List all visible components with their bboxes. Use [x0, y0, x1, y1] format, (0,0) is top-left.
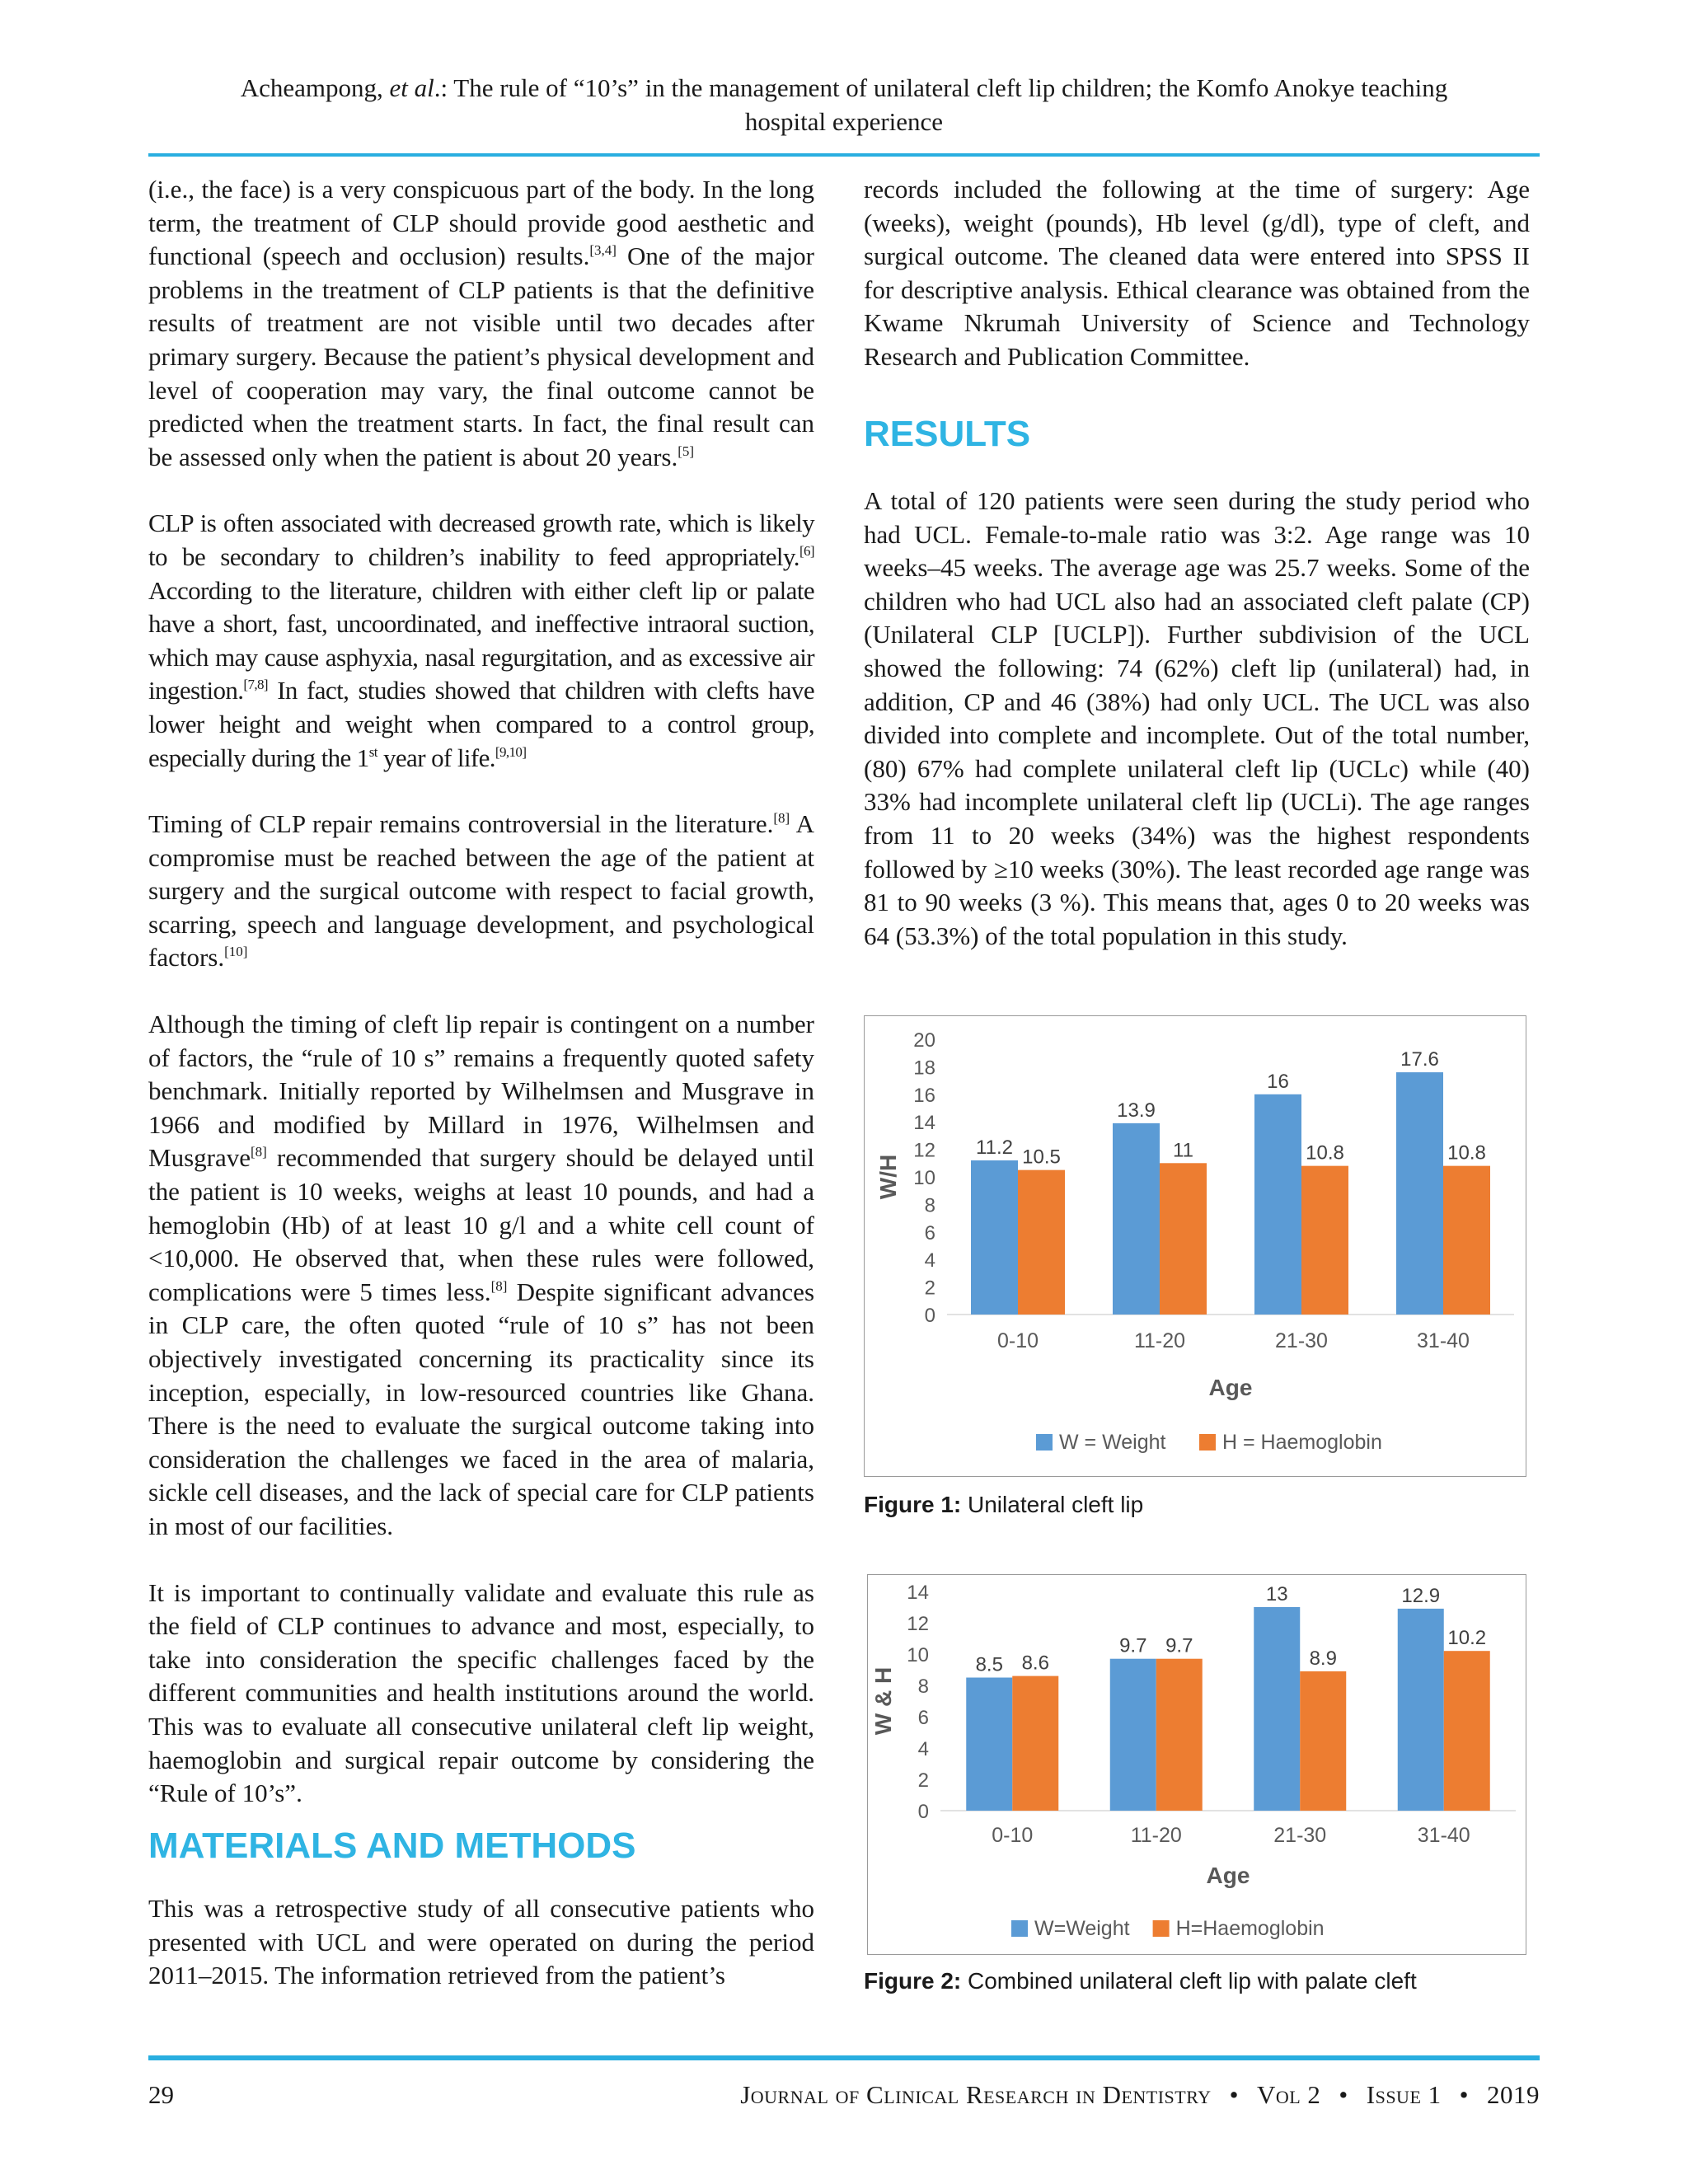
x-tick-label: 31-40	[1417, 1824, 1470, 1847]
x-tick-label: 21-30	[1275, 1329, 1328, 1352]
x-tick-label: 0-10	[992, 1824, 1034, 1847]
citation: [3,4]	[589, 242, 617, 259]
x-axis-title: Age	[1206, 1863, 1250, 1888]
y-axis-title: W & H	[870, 1666, 896, 1736]
data-label: 17.6	[1400, 1048, 1439, 1071]
citation: [5]	[678, 443, 695, 459]
figure-1-chart	[864, 1015, 1526, 1477]
figure-2-svg	[868, 1575, 1526, 1954]
text: One of the major problems in the treatment of CLP patients is that the definitive results of treatment are not visible until two decades after primary surgery. Because the patient’s physical development and level of cooperation may vary, the final outcome cannot be predicted when the treatment starts. In fact, the final result can be assessed only when the patient is about 20 years.	[148, 241, 814, 471]
section-heading-methods: MATERIALS AND METHODS	[148, 1825, 636, 1866]
bar-weight	[1254, 1094, 1301, 1315]
bar-weight	[1113, 1123, 1160, 1315]
header-rule	[148, 153, 1540, 157]
data-label: 8.6	[1021, 1652, 1049, 1675]
citation: [7,8]	[243, 677, 268, 693]
legend-label: H=Haemoglobin	[1175, 1917, 1325, 1940]
paragraph: A total of 120 patients were seen during the study period who had UCL. Female-to-male ratio was 3:2. Age range was 10 weeks–45 weeks. The average age was 25.7 weeks. Some of the children who had UCL also had an associated cleft palate (CP) (Unilateral CLP [UCLP]). Further subdivision of the UCL showed the following: 74 (62%) cleft lip (unilateral) had, in addition, CP and 46 (38%) had only UCL. The UCL was also divided into complete and incomplete. Out of the total number, (80) 67% had complete unilateral cleft lip (UCLc) while (40) 33% had incomplete unilateral cleft lip (UCLi). The age ranges from 11 to 20 weeks (34%) was the highest respondents followed by ≥10 weeks (30%). The least recorded age range was 81 to 90 weeks (3 %). This means that, ages 0 to 20 weeks was 64 (53.3%) of the total population in this study.	[864, 486, 1530, 950]
bar-haemoglobin	[1444, 1651, 1490, 1811]
citation: [8]	[250, 1144, 267, 1160]
data-label: 8.5	[975, 1653, 1003, 1676]
header-authors: Acheampong,	[240, 73, 383, 102]
right-column	[864, 173, 1530, 374]
bar-haemoglobin	[1300, 1671, 1346, 1811]
legend-swatch-haemoglobin	[1199, 1434, 1216, 1451]
y-tick-label: 8	[924, 1194, 935, 1217]
y-tick-label: 14	[913, 1112, 935, 1135]
y-tick-label: 14	[907, 1582, 929, 1604]
separator: •	[1229, 2080, 1239, 2109]
legend-swatch-weight	[1011, 1920, 1028, 1937]
y-tick-label: 2	[917, 1769, 929, 1792]
data-label: 10.5	[1022, 1146, 1061, 1169]
data-label: 13.9	[1117, 1099, 1156, 1122]
x-tick-label: 31-40	[1417, 1329, 1470, 1352]
footer-rule	[148, 2055, 1540, 2060]
header-etal: et al	[389, 73, 434, 102]
issue: Issue 1	[1366, 2080, 1442, 2109]
x-tick-label: 11-20	[1133, 1329, 1186, 1352]
y-tick-label: 20	[913, 1029, 935, 1052]
text: In fact, studies showed that children with clefts have lower height and weight when compared to a control group, especially during the 1	[148, 676, 814, 772]
figure-2-caption	[864, 1968, 1417, 1994]
bar-haemoglobin	[1012, 1676, 1058, 1811]
left-column-bottom	[148, 1892, 814, 1993]
data-label: 8.9	[1309, 1647, 1337, 1670]
bar-weight	[1398, 1609, 1444, 1811]
bar-haemoglobin	[1018, 1170, 1065, 1315]
y-tick-label: 10	[913, 1167, 935, 1189]
x-tick-label: 0-10	[996, 1329, 1039, 1352]
legend-swatch-haemoglobin	[1153, 1920, 1170, 1937]
data-label: 10.2	[1447, 1627, 1487, 1650]
figure-caption-text: Unilateral cleft lip	[961, 1492, 1144, 1517]
x-tick-label: 21-30	[1273, 1824, 1327, 1847]
journal-footer	[740, 2080, 1540, 2110]
bar-weight	[971, 1160, 1018, 1315]
text: recommended that surgery should be delayed until the patient is 10 weeks, weighs at least 10 pounds, and had a hemoglobin (Hb) of at least 10 g/l and a white cell count of <10,000. He observed that, when these rules were followed, complications were 5 times less.	[148, 1143, 814, 1306]
data-label: 12.9	[1401, 1584, 1441, 1607]
legend-label: W=Weight	[1034, 1917, 1130, 1940]
text: CLP is often associated with decreased growth rate, which is likely to be secondary to children’s inability to feed appropriately.	[148, 509, 814, 571]
text: year of life.	[377, 743, 495, 772]
left-column	[148, 173, 814, 1811]
y-tick-label: 12	[913, 1139, 935, 1162]
data-label: 9.7	[1165, 1634, 1193, 1657]
data-label: 11	[1173, 1139, 1193, 1162]
section-heading-results: RESULTS	[864, 414, 1031, 454]
paragraph	[148, 507, 814, 775]
data-label: 10.8	[1447, 1141, 1486, 1165]
header-title: .: The rule of “10’s” in the management of unilateral cleft lip children; the Komfo Anokye teaching	[434, 73, 1448, 102]
y-tick-label: 4	[924, 1249, 935, 1272]
bar-haemoglobin	[1156, 1659, 1203, 1811]
running-header	[148, 71, 1540, 138]
text: (i.e., the face) is a very conspicuous part of the body. In the long term, the treatment of CLP should provide good aesthetic and functional (speech and occlusion) results.	[148, 175, 814, 271]
bar-haemoglobin	[1301, 1166, 1348, 1315]
running-header-line1	[148, 71, 1540, 105]
paragraph: It is important to continually validate and evaluate this rule as the field of CLP continues to advance and most, especially, to take into consideration the specific challenges faced by the different communities and health institutions around the world. This was to evaluate all consecutive unilateral cleft lip weight, haemoglobin and surgical repair outcome by considering the “Rule of 10’s”.	[148, 1577, 814, 1808]
volume: Vol 2	[1256, 2080, 1321, 2109]
bar-weight	[966, 1678, 1012, 1811]
figure-label: Figure 2:	[864, 1968, 962, 1994]
text: According to the literature, children with either cleft lip or palate have a short, fast, uncoordinated, and ineffective intraoral suction, which may cause asphyxia, nasal regurgitation, and as excessive air ingestion.	[148, 575, 814, 705]
ordinal-suffix: st	[368, 743, 377, 760]
y-tick-label: 4	[917, 1738, 929, 1760]
paragraph	[148, 173, 814, 474]
separator: •	[1339, 2080, 1348, 2109]
y-tick-label: 6	[924, 1221, 935, 1244]
text: Although the timing of cleft lip repair is contingent on a number of factors, the “rule of 10 s” remains a frequently quoted safety benchmark. Initially reported by Wilhelmsen and Musgrave in 1966 and modified by Millard in 1976, Wilhelmsen and Musgrave	[148, 1010, 814, 1173]
citation: [8]	[490, 1277, 508, 1294]
text: Despite significant advances in CLP care, the often quoted “rule of 10 s” has not been objectively investigated concerning its practicality since its inception, especially, in low-resourced countries like Ghana. There is the need to evaluate the surgical outcome taking into consideration the challenges we faced in the area of malaria, sickle cell diseases, and the lack of special care for CLP patients in most of our facilities.	[148, 1277, 815, 1540]
page-number: 29	[148, 2080, 174, 2109]
figure-1-svg	[865, 1016, 1526, 1476]
paragraph	[148, 1008, 814, 1544]
running-header-line2: hospital experience	[744, 107, 944, 136]
bar-haemoglobin	[1160, 1163, 1207, 1315]
y-axis-title: W/H	[875, 1154, 901, 1200]
y-tick-label: 8	[917, 1675, 929, 1698]
year: 2019	[1487, 2080, 1540, 2109]
y-tick-label: 16	[913, 1084, 935, 1107]
figure-label: Figure 1:	[864, 1492, 962, 1517]
citation: [8]	[773, 810, 790, 827]
paragraph: records included the following at the time of surgery: Age (weeks), weight (pounds), Hb level (g/dl), type of cleft, and surgical outcome. The cleaned data were entered into SPSS II for descriptive analysis. Ethical clearance was obtained from the Kwame Nkrumah University of Science and Technology Research and Publication Committee.	[864, 175, 1530, 371]
y-tick-label: 10	[907, 1644, 929, 1666]
y-tick-label: 6	[917, 1707, 929, 1729]
citation: [9,10]	[495, 743, 527, 760]
y-tick-label: 18	[913, 1057, 935, 1080]
journal-name: Journal of Clinical Research in Dentistry	[740, 2080, 1212, 2109]
legend-swatch-weight	[1036, 1434, 1053, 1451]
data-label: 16	[1267, 1070, 1289, 1093]
data-label: 9.7	[1119, 1634, 1147, 1657]
citation: [10]	[224, 944, 248, 960]
figure-2-chart	[867, 1574, 1526, 1955]
data-label: 10.8	[1306, 1141, 1344, 1165]
bar-weight	[1254, 1607, 1300, 1811]
x-axis-title: Age	[1208, 1375, 1253, 1400]
text: A compromise must be reached between the age of the patient at surgery and the surgical outcome with respect to facial growth, scarring, speech and language development, and psychological factors.	[148, 809, 814, 972]
y-tick-label: 0	[924, 1305, 935, 1327]
y-tick-label: 12	[907, 1613, 929, 1635]
paragraph	[148, 808, 814, 975]
bar-weight	[1110, 1659, 1156, 1811]
text: Timing of CLP repair remains controversial in the literature.	[148, 809, 774, 839]
y-tick-label: 0	[917, 1801, 929, 1823]
figure-caption-text: Combined unilateral cleft lip with palate cleft	[961, 1968, 1417, 1994]
figure-1-caption	[864, 1492, 1143, 1518]
bar-haemoglobin	[1443, 1166, 1490, 1315]
legend-label: H = Haemoglobin	[1222, 1431, 1382, 1454]
right-column-results	[864, 485, 1530, 953]
data-label: 11.2	[976, 1136, 1013, 1159]
data-label: 13	[1265, 1583, 1288, 1605]
paragraph: This was a retrospective study of all consecutive patients who presented with UCL and were operated on during the period 2011–2015. The information retrieved from the patient’s	[148, 1894, 814, 1990]
separator: •	[1459, 2080, 1469, 2109]
citation: [6]	[799, 542, 814, 559]
bar-weight	[1396, 1072, 1443, 1315]
y-tick-label: 2	[924, 1277, 935, 1300]
x-tick-label: 11-20	[1130, 1824, 1182, 1847]
legend-label: W = Weight	[1059, 1431, 1166, 1454]
